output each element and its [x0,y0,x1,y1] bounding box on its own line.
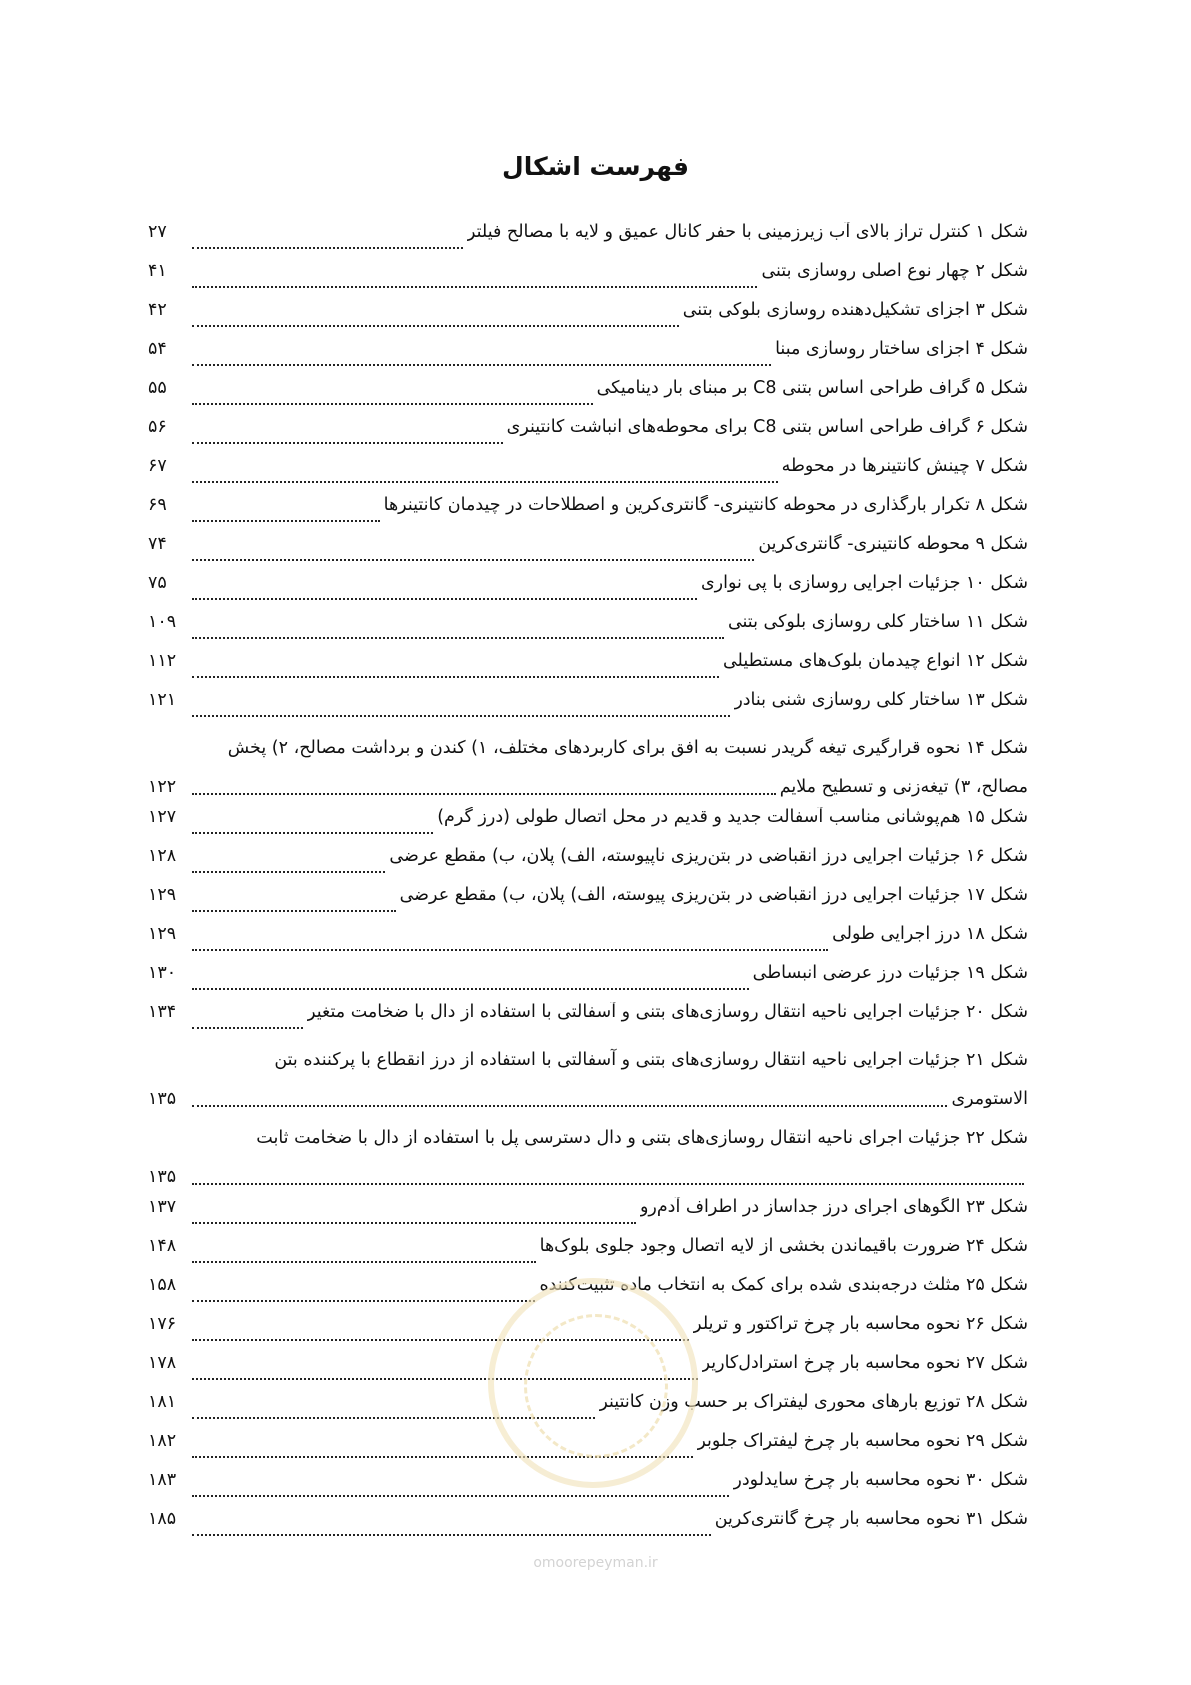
leader-dots [192,1495,729,1497]
entry-page-number: ۱۸۲ [148,1431,177,1451]
entry-page-number: ۱۸۱ [148,1392,177,1412]
page-title: فهرست اشکال [502,152,689,181]
toc-entry [148,534,1028,573]
entry-last-line [148,768,1028,807]
entry-page-number: ۱۷۶ [148,1314,177,1334]
leader-dots [192,1261,536,1263]
toc-entry [148,924,1028,963]
entry-text: شکل ۱۳ ساختار کلی روسازی شنی بنادر [734,690,1028,710]
entry-text: شکل ۲۶ نحوه محاسبه بار چرخ تراکتور و تریلر [693,1314,1028,1334]
entry-text: شکل ۲۲ جزئیات اجرای ناحیه انتقال روسازی‌های بتنی و دال دسترسی پل با استفاده از دال با ضخامت ثابت [256,1128,1028,1148]
leader-dots [192,325,679,327]
toc-entry [148,846,1028,885]
leader-dots [192,1300,535,1302]
entry-page-number: ۲۷ [148,222,167,242]
toc-entry [148,1002,1028,1041]
entry-page-number: ۷۴ [148,534,167,554]
entry-page-number: ۱۰۹ [148,612,177,632]
entry-page-number: ۱۷۸ [148,1353,177,1373]
entry-text: شکل ۲ چهار نوع اصلی روسازی بتنی [761,261,1028,281]
entry-text: شکل ۲۵ مثلث درجه‌بندی شده برای کمک به انتخاب ماده تثبیت‌کننده [539,1275,1028,1295]
leader-dots [192,403,593,405]
entry-text: شکل ۱۲ انواع چیدمان بلوک‌های مستطیلی [722,651,1028,671]
leader-dots [192,481,778,483]
entry-text: شکل ۳۰ نحوه محاسبه بار چرخ سایدلودر [733,1470,1028,1490]
entry-page-number: ۶۹ [148,495,167,515]
entry-page-number: ۱۳۷ [148,1197,177,1217]
entry-text: شکل ۳۱ نحوه محاسبه بار چرخ گانتری‌کرین [714,1509,1028,1529]
entry-text: شکل ۱ کنترل تراز بالای آب زیرزمینی با حفر کانال عمیق و لایه با مصالح فیلتر [466,222,1028,242]
entry-last-line [148,1080,1028,1119]
toc-entry [148,495,1028,534]
entry-page-number: ۶۷ [148,456,167,476]
entry-page-number: ۵۵ [148,378,167,398]
entry-text: شکل ۱۷ جزئیات اجرایی درز انقباضی در بتن‌ریزی پیوسته، الف) پلان، ب) مقطع عرضی [399,885,1028,905]
entry-page-number: ۵۴ [148,339,167,359]
entry-continuation: الاستومری [951,1089,1028,1109]
leader-dots [192,559,754,561]
toc-entry [148,1509,1028,1548]
leader-dots [192,988,749,990]
entry-text: شکل ۱۰ جزئیات اجرایی روسازی با پی نواری [700,573,1028,593]
toc-entry [148,573,1028,612]
leader-dots [192,871,385,873]
toc-entry [148,261,1028,300]
entry-page-number: ۱۲۹ [148,885,177,905]
entry-page-number: ۱۳۵ [148,1167,177,1187]
entry-page-number: ۱۵۸ [148,1275,177,1295]
toc-entry [148,1119,1028,1197]
entry-text: شکل ۳ اجزای تشکیل‌دهنده روسازی بلوکی بتنی [682,300,1028,320]
toc-entry [148,807,1028,846]
toc-entry [148,378,1028,417]
toc-entry [148,339,1028,378]
entry-text: شکل ۲۴ ضرورت باقیماندن بخشی از لایه اتصال وجود جلوی بلوک‌ها [539,1236,1028,1256]
leader-dots [192,1105,947,1107]
entry-text: شکل ۹ محوطه کانتینری- گانتری‌کرین [758,534,1028,554]
entry-page-number: ۱۲۱ [148,690,177,710]
leader-dots [192,715,730,717]
entry-text: شکل ۶ گراف طراحی اساس بتنی C8 برای محوطه‌های انباشت کانتینری [506,417,1028,437]
entry-text: شکل ۱۱ ساختار کلی روسازی بلوکی بتنی [727,612,1028,632]
entry-text: شکل ۱۶ جزئیات اجرایی درز انقباضی در بتن‌ریزی ناپیوسته، الف) پلان، ب) مقطع عرضی [389,846,1028,866]
entry-page-number: ۴۱ [148,261,167,281]
toc-entry [148,300,1028,339]
toc-entry [148,417,1028,456]
leader-dots [192,637,724,639]
entry-text: شکل ۱۹ جزئیات درز عرضی انبساطی [752,963,1028,983]
toc-entry [148,1197,1028,1236]
leader-dots [192,286,757,288]
toc-entry [148,456,1028,495]
leader-dots [192,949,828,951]
toc-entry [148,885,1028,924]
toc-entry [148,1041,1028,1119]
toc-entry [148,651,1028,690]
leader-dots [192,1183,1024,1185]
entry-continuation: مصالح، ۳) تیغه‌زنی و تسطیح ملایم [779,777,1028,797]
toc-entry [148,963,1028,1002]
entry-page-number: ۱۲۲ [148,777,177,797]
entry-text: شکل ۲۷ نحوه محاسبه بار چرخ استرادل‌کاریر [701,1353,1028,1373]
entry-text: شکل ۱۸ درز اجرایی طولی [832,924,1028,944]
entry-text: شکل ۵ گراف طراحی اساس بتنی C8 بر مبنای بار دینامیکی [596,378,1028,398]
entry-page-number: ۴۲ [148,300,167,320]
leader-dots [192,364,771,366]
entry-text: شکل ۸ تکرار بارگذاری در محوطه کانتینری- گانتری‌کرین و اصطلاحات در چیدمان کانتینرها [383,495,1028,515]
entry-text: شکل ۷ چینش کانتینرها در محوطه [781,456,1028,476]
leader-dots [192,520,380,522]
leader-dots [192,1222,636,1224]
entry-page-number: ۱۳۴ [148,1002,177,1022]
toc-entry [148,729,1028,807]
entry-page-number: ۷۵ [148,573,167,593]
entry-page-number: ۱۱۲ [148,651,177,671]
entry-text: شکل ۲۱ جزئیات اجرایی ناحیه انتقال روسازی‌های بتنی و آسفالتی با استفاده از درز انقطاع با پرکننده بتن [274,1050,1028,1070]
watermark-site: omoorepeyman.ir [533,1555,658,1571]
entry-page-number: ۱۴۸ [148,1236,177,1256]
entry-text: شکل ۲۰ جزئیات اجرایی ناحیه انتقال روسازی‌های بتنی و آسفالتی با استفاده از دال با ضخامت متغیر [307,1002,1028,1022]
entry-page-number: ۱۸۳ [148,1470,177,1490]
entry-page-number: ۱۲۸ [148,846,177,866]
entry-last-line [148,1158,1028,1197]
leader-dots [192,832,433,834]
toc-entry [148,690,1028,729]
entry-text: شکل ۱۵ هم‌پوشانی مناسب آسفالت جدید و قدیم در محل اتصال طولی (درز گرم) [437,807,1028,827]
toc-entry [148,222,1028,261]
entry-text: شکل ۴ اجزای ساختار روسازی مبنا [775,339,1028,359]
toc-entry [148,1236,1028,1275]
leader-dots [192,910,396,912]
entry-page-number: ۱۲۹ [148,924,177,944]
entry-text: شکل ۲۹ نحوه محاسبه بار چرخ لیفتراک جلوبر [697,1431,1028,1451]
toc-entry [148,612,1028,651]
leader-dots [192,1534,711,1536]
entry-page-number: ۱۳۵ [148,1089,177,1109]
leader-dots [192,598,697,600]
entry-page-number: ۱۳۰ [148,963,177,983]
entry-text: شکل ۲۸ توزیع بارهای محوری لیفتراک بر حسب وزن کانتینر [599,1392,1028,1412]
watermark-seal-icon [488,1278,698,1488]
leader-dots [192,793,776,795]
entry-text: شکل ۱۴ نحوه قرارگیری تیغه گریدر نسبت به افق برای کاربردهای مختلف، ۱) کندن و برداشت مصالح، ۲) پخش [227,738,1028,758]
entry-page-number: ۵۶ [148,417,167,437]
leader-dots [192,247,463,249]
entry-text: شکل ۲۳ الگوهای اجرای درز جداساز در اطراف آدم‌رو [639,1197,1028,1217]
leader-dots [192,1027,303,1029]
leader-dots [192,442,503,444]
entry-page-number: ۱۲۷ [148,807,177,827]
leader-dots [192,676,719,678]
entry-page-number: ۱۸۵ [148,1509,177,1529]
